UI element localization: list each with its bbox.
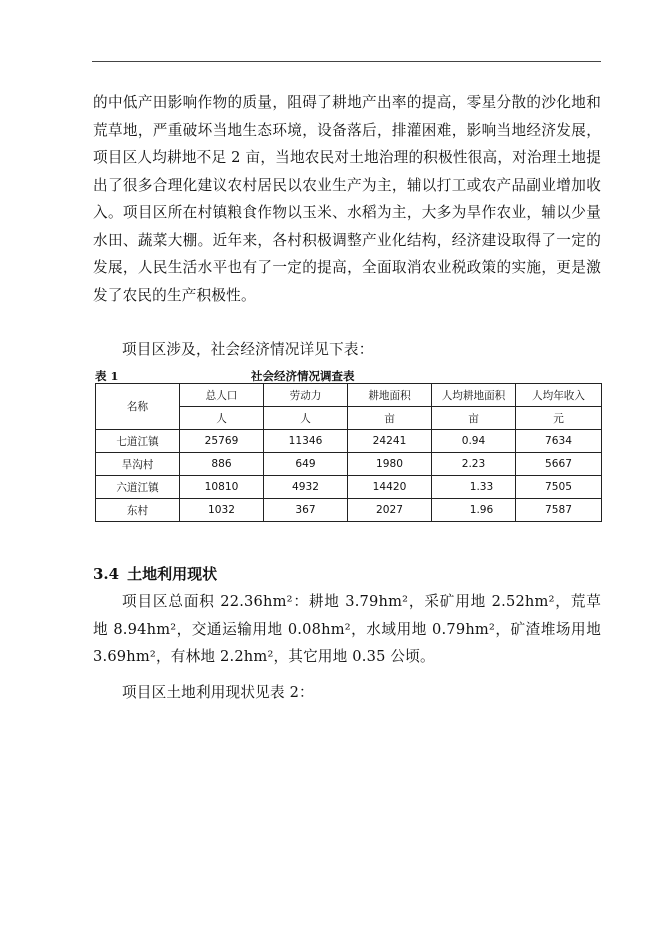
cell-area: 24241 bbox=[348, 430, 432, 453]
table-row bbox=[96, 453, 602, 476]
table-number: 表 1 bbox=[95, 369, 119, 383]
cell-population: 886 bbox=[180, 453, 264, 476]
unit-cell: 元 bbox=[516, 407, 602, 430]
cell-income: 7505 bbox=[516, 476, 602, 499]
section-title: 土地利用现状 bbox=[127, 565, 218, 583]
table-header-row bbox=[96, 384, 602, 407]
row-name: 东村 bbox=[96, 499, 180, 522]
header-cultivated-area: 耕地面积 bbox=[348, 384, 432, 407]
cell-per-capita-area: 1.33 bbox=[432, 476, 516, 499]
header-rule bbox=[92, 61, 601, 62]
header-name: 名称 bbox=[96, 384, 180, 430]
row-name: 六道江镇 bbox=[96, 476, 180, 499]
row-name: 旱沟村 bbox=[96, 453, 180, 476]
unit-cell: 人 bbox=[180, 407, 264, 430]
cell-area: 14420 bbox=[348, 476, 432, 499]
cell-income: 7634 bbox=[516, 430, 602, 453]
cell-per-capita-area: 1.96 bbox=[432, 499, 516, 522]
unit-cell: 人 bbox=[264, 407, 348, 430]
cell-population: 10810 bbox=[180, 476, 264, 499]
unit-cell: 亩 bbox=[348, 407, 432, 430]
cell-population: 1032 bbox=[180, 499, 264, 522]
cell-labor: 367 bbox=[264, 499, 348, 522]
cell-population: 25769 bbox=[180, 430, 264, 453]
body-paragraph-3: 项目区总面积 22.36hm²：耕地 3.79hm²，采矿用地 2.52hm²，荒草地 8.94hm²，交通运输用地 0.08hm²，水域用地 0.79hm²，矿渣堆场用地 3.69hm²，有林地 2.2hm²，其它用地 0.35 公顷。 bbox=[93, 593, 601, 665]
table-row bbox=[96, 476, 602, 499]
header-total-population: 总人口 bbox=[180, 384, 264, 407]
cell-area: 1980 bbox=[348, 453, 432, 476]
cell-per-capita-area: 2.23 bbox=[432, 453, 516, 476]
header-per-capita-income: 人均年收入 bbox=[516, 384, 602, 407]
cell-labor: 4932 bbox=[264, 476, 348, 499]
header-per-capita-area: 人均耕地面积 bbox=[432, 384, 516, 407]
row-name: 七道江镇 bbox=[96, 430, 180, 453]
table-row bbox=[96, 430, 602, 453]
body-paragraph-4: 项目区土地利用现状见表 2： bbox=[122, 684, 314, 701]
cell-labor: 11346 bbox=[264, 430, 348, 453]
body-paragraph-1: 的中低产田影响作物的质量，阻碍了耕地产出率的提高，零星分散的沙化地和荒草地，严重破坏当地生态环境，设备落后，排灌困难，影响当地经济发展，项目区人均耕地不足 2 亩，当地农民对土地治理的积极性很高，对治理土地提出了很多合理化建议农村居民以农业生产为主，辅以打工或农产品副业增加收入。项目区所在村镇粮食作物以玉米、水稻为主，大多为旱作农业，辅以少量水田、蔬菜大棚。近年来，各村积极调整产业化结构，经济建设取得了一定的发展，人民生活水平也有了一定的提高，全面取消农业税政策的实施，更是激发了农民的生产积极性。 bbox=[93, 94, 601, 304]
socioeconomic-table bbox=[95, 383, 602, 522]
table-row bbox=[96, 499, 602, 522]
section-heading bbox=[93, 563, 217, 584]
unit-cell: 亩 bbox=[432, 407, 516, 430]
header-labor: 劳动力 bbox=[264, 384, 348, 407]
cell-labor: 649 bbox=[264, 453, 348, 476]
cell-income: 7587 bbox=[516, 499, 602, 522]
table-caption: 社会经济情况调查表 bbox=[251, 369, 355, 383]
cell-per-capita-area: 0.94 bbox=[432, 430, 516, 453]
section-number: 3.4 bbox=[93, 565, 120, 583]
cell-area: 2027 bbox=[348, 499, 432, 522]
table-title bbox=[95, 368, 601, 384]
cell-income: 5667 bbox=[516, 453, 602, 476]
body-paragraph-2: 项目区涉及，社会经济情况详见下表： bbox=[122, 341, 374, 358]
